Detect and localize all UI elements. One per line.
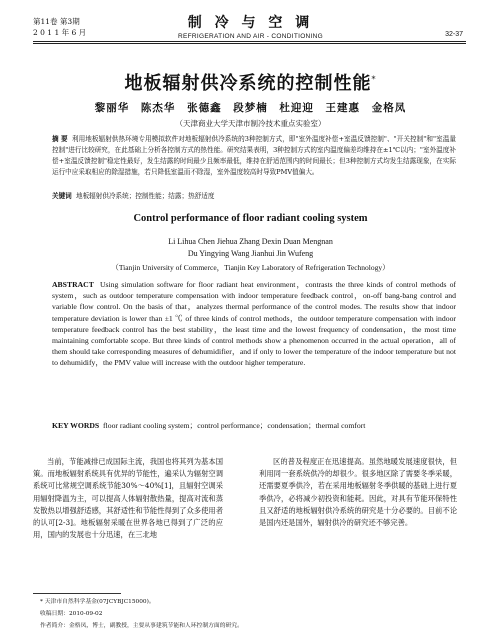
header-rule-thin xyxy=(33,43,466,44)
abstract-en-label: ABSTRACT xyxy=(52,280,94,289)
header-rule-thick xyxy=(33,41,466,42)
keywords-cn-label: 关键词 xyxy=(52,192,72,200)
authors-en xyxy=(0,236,501,260)
affiliation-en: （Tianjin University of Commerce，Tianjin Key Laboratory of Refrigeration Technology） xyxy=(111,263,390,272)
paper-title-cn xyxy=(0,69,501,95)
journal-title-en: REFRIGERATION AND AIR - CONDITIONING xyxy=(177,33,324,40)
footnote-funding: * 天津市自然科学基金(07JCYBJC15000)。 xyxy=(40,599,155,605)
abstract-en-text: Using simulation software for floor radiant heat environment，contrasts the three kinds of control methods of system，such as outdoor temperature compensation with indoor temperature feedback control，on-off bang-bang control and variable flow control. On the basis of that，analyzes thermal performance of the control modes. The results show that indoor temperature deviation is lower than ±1 ℃ of three kinds of control methods，the outdoor temperature compensation with indoor temperature feedback control has the best stability，the least time and the lowest frequency of condensation，the most time maintaining comfortable scope. But three kinds of control methods show a phenomenon occurred in the actual operation，all of them should take corresponding measures of dehumidifier，and if only to lower the temperature of the indoor temperature but not to dehumidify，the PMV value will increase with the outdoor higher temperature. xyxy=(52,280,456,368)
authors-cn: 黎丽华 陈杰华 张德鑫 段梦楠 杜迎迎 王建惠 金格凤 xyxy=(94,102,407,114)
keywords-cn xyxy=(52,190,456,200)
page-range: 32-37 xyxy=(445,31,463,38)
authors-en-line2: Du Yingying Wang Jianhui Jin Wufeng xyxy=(187,249,314,258)
abstract-en xyxy=(52,279,456,369)
title-footnote-mark: * xyxy=(371,75,377,84)
keywords-cn-text: 地板辐射供冷系统；控制性能；结露；热舒适度 xyxy=(75,192,215,200)
abstract-cn-label: 摘 要 xyxy=(52,135,68,143)
footnote-author-bio: 作者简介：金格凤，博士，副教授，主要从事建筑节能和人环控制方面的研究。 xyxy=(40,623,243,629)
issue-volume: 第11卷 第3期 xyxy=(33,17,80,26)
abstract-cn-text: 利用地板辐射供热环境专用模拟软件对地板辐射供冷系统的3种控制方式，即"室外温度补偿+室温反馈控制"、"开关控制"和"室温量控制"进行比较研究，在此基础上分析各控制方式的热性能。研究结果表明，3种控制方式的室内温度偏差均维持在±1℃以内；"室外温度补偿+室温反馈控制"稳定性最好，发生结露的时间最少且频率最低，维持在舒适范围内的时间最长；但3种控制方式均发生结露现象，在实际运行中应采取相应的除湿措施，若只降低室温而不除湿，室外温度较高时导致PMV值偏大。 xyxy=(52,135,456,176)
journal-masthead xyxy=(0,12,501,40)
body-column-right: 区的普及程度正在迅速提高。虽然地暖发展速度很快，但利用同一套系统供冷的却很少。很多地区除了需要冬季采暖，还需要夏季供冷，若在采用地板辐射冬季供暖的基础上进行夏季供冷，必将减少初投资和能耗。因此，对具有节能环保特性且又舒适的地板辐射供冷系统的研究是十分必要的。目前不论是国内还是国外，辐射供冷的研究还不够完善。 xyxy=(259,457,457,528)
keywords-en xyxy=(52,420,456,431)
issue-date: 2 0 1 1 年 6 月 xyxy=(33,28,87,37)
footnote-received-date: 收稿日期：2010-09-02 xyxy=(40,611,103,617)
affiliation-cn: （天津商业大学天津市制冷技术重点实验室） xyxy=(175,119,326,128)
journal-title-cn: 制 冷 与 空 调 xyxy=(187,15,314,31)
body-column-left: 当前，节能减排已成国际主流，我国也将其列为基本国策。而地板辐射系统具有优异的节能性，遍采认为辐射空调系统可比常规空调系统节能30%～40%[1]，且辐射空调采用辐射降温为主，可以提高人体辐射散热量，提高对流和蒸发散热以增强舒适感，其舒适性和节能性得到了众多使用者的认可[2-3]。地板辐射采暖在世界各地已得到了广泛的应用，国内的发展也十分迅速，在三北地 xyxy=(33,457,223,540)
footnote-rule xyxy=(33,593,121,594)
title-cn-text: 地板辐射供冷系统的控制性能 xyxy=(124,73,372,94)
authors-en-line1: Li Lihua Chen Jiehua Zhang Dexin Duan Mengnan xyxy=(168,237,333,246)
paper-title-en: Control performance of floor radiant cooling system xyxy=(133,213,368,224)
keywords-en-text: floor radiant cooling system；control performance；condensation；thermal comfort xyxy=(103,421,366,430)
abstract-cn xyxy=(52,134,456,178)
keywords-en-label: KEY WORDS xyxy=(52,421,100,430)
